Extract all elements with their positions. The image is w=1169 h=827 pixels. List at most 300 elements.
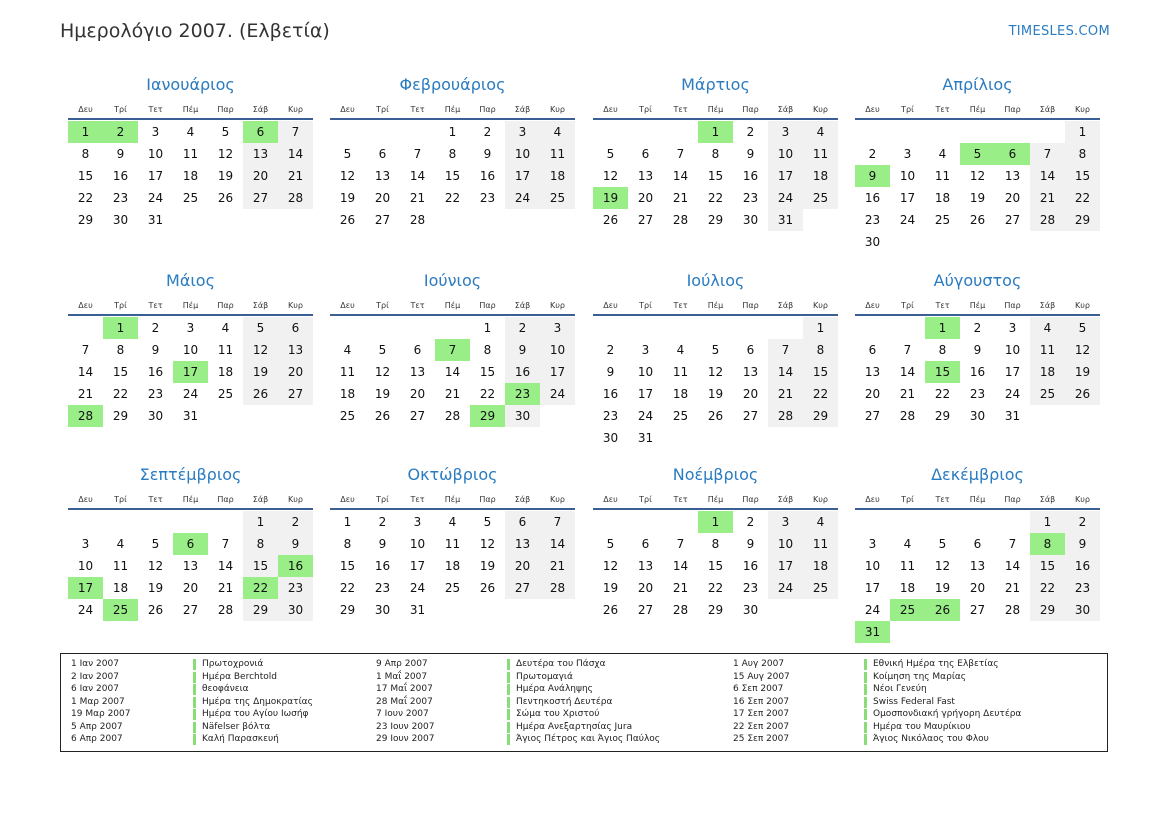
day-cell[interactable]: 14 xyxy=(409,169,426,183)
day-cell[interactable]: 15 xyxy=(112,365,129,379)
day-cell[interactable]: 9 xyxy=(1065,533,1100,555)
day-cell[interactable]: 12 xyxy=(147,559,164,573)
day-cell[interactable]: 27 xyxy=(409,409,426,423)
day-cell[interactable]: 13 xyxy=(243,143,278,165)
day-cell[interactable]: 27 xyxy=(243,187,278,209)
day-cell[interactable]: 9 xyxy=(151,343,160,357)
day-cell[interactable]: 14 xyxy=(77,365,94,379)
day-cell[interactable]: 25 xyxy=(540,187,575,209)
day-cell[interactable]: 12 xyxy=(217,147,234,161)
day-cell[interactable]: 22 xyxy=(112,387,129,401)
day-cell[interactable]: 20 xyxy=(969,581,986,595)
day-cell[interactable]: 26 xyxy=(479,581,496,595)
day-cell[interactable]: 12 xyxy=(479,537,496,551)
day-cell[interactable]: 8 xyxy=(711,537,720,551)
day-cell[interactable]: 22 xyxy=(77,191,94,205)
day-cell[interactable]: 7 xyxy=(540,511,575,533)
day-cell[interactable]: 27 xyxy=(182,603,199,617)
day-cell[interactable]: 1 xyxy=(343,515,352,529)
day-cell[interactable]: 2 xyxy=(378,515,387,529)
day-cell[interactable]: 28 xyxy=(899,409,916,423)
day-cell[interactable]: 3 xyxy=(540,317,575,339)
day-cell[interactable]: 19 xyxy=(593,187,628,209)
day-cell[interactable]: 20 xyxy=(409,387,426,401)
day-cell[interactable]: 13 xyxy=(182,559,199,573)
day-cell[interactable]: 28 xyxy=(68,405,103,427)
day-cell[interactable]: 5 xyxy=(938,537,947,551)
day-cell[interactable]: 11 xyxy=(217,343,234,357)
day-cell[interactable]: 9 xyxy=(973,343,982,357)
day-cell[interactable]: 29 xyxy=(243,599,278,621)
day-cell[interactable]: 17 xyxy=(409,559,426,573)
day-cell[interactable]: 25 xyxy=(672,409,689,423)
day-cell[interactable]: 21 xyxy=(899,387,916,401)
day-cell[interactable]: 24 xyxy=(77,603,94,617)
day-cell[interactable]: 31 xyxy=(768,209,803,231)
day-cell[interactable]: 30 xyxy=(864,235,881,249)
day-cell[interactable]: 30 xyxy=(278,599,313,621)
day-cell[interactable]: 28 xyxy=(1030,209,1065,231)
day-cell[interactable]: 17 xyxy=(864,581,881,595)
day-cell[interactable]: 11 xyxy=(182,147,199,161)
day-cell[interactable]: 1 xyxy=(925,317,960,339)
day-cell[interactable]: 14 xyxy=(278,143,313,165)
day-cell[interactable]: 19 xyxy=(1065,361,1100,383)
day-cell[interactable]: 25 xyxy=(103,599,138,621)
day-cell[interactable]: 3 xyxy=(641,343,650,357)
day-cell[interactable]: 30 xyxy=(602,431,619,445)
day-cell[interactable]: 6 xyxy=(173,533,208,555)
day-cell[interactable]: 17 xyxy=(505,165,540,187)
day-cell[interactable]: 24 xyxy=(864,603,881,617)
day-cell[interactable]: 22 xyxy=(1065,187,1100,209)
day-cell[interactable]: 25 xyxy=(1030,383,1065,405)
day-cell[interactable]: 13 xyxy=(505,533,540,555)
day-cell[interactable]: 16 xyxy=(505,361,540,383)
day-cell[interactable]: 15 xyxy=(707,559,724,573)
day-cell[interactable]: 28 xyxy=(1004,603,1021,617)
day-cell[interactable]: 1 xyxy=(103,317,138,339)
day-cell[interactable]: 23 xyxy=(479,191,496,205)
day-cell[interactable]: 9 xyxy=(746,537,755,551)
day-cell[interactable]: 6 xyxy=(641,537,650,551)
day-cell[interactable]: 20 xyxy=(243,165,278,187)
day-cell[interactable]: 11 xyxy=(540,143,575,165)
day-cell[interactable]: 8 xyxy=(938,343,947,357)
day-cell[interactable]: 14 xyxy=(672,169,689,183)
day-cell[interactable]: 20 xyxy=(637,191,654,205)
day-cell[interactable]: 24 xyxy=(637,409,654,423)
day-cell[interactable]: 19 xyxy=(147,581,164,595)
day-cell[interactable]: 18 xyxy=(217,365,234,379)
day-cell[interactable]: 17 xyxy=(637,387,654,401)
day-cell[interactable]: 5 xyxy=(606,537,615,551)
day-cell[interactable]: 26 xyxy=(339,213,356,227)
day-cell[interactable]: 6 xyxy=(868,343,877,357)
day-cell[interactable]: 29 xyxy=(470,405,505,427)
day-cell[interactable]: 4 xyxy=(803,121,838,143)
day-cell[interactable]: 27 xyxy=(864,409,881,423)
day-cell[interactable]: 18 xyxy=(934,191,951,205)
day-cell[interactable]: 4 xyxy=(448,515,457,529)
day-cell[interactable]: 13 xyxy=(278,339,313,361)
day-cell[interactable]: 16 xyxy=(969,365,986,379)
day-cell[interactable]: 15 xyxy=(1030,555,1065,577)
day-cell[interactable]: 21 xyxy=(444,387,461,401)
day-cell[interactable]: 16 xyxy=(112,169,129,183)
day-cell[interactable]: 12 xyxy=(602,559,619,573)
day-cell[interactable]: 26 xyxy=(925,599,960,621)
day-cell[interactable]: 8 xyxy=(483,343,492,357)
day-cell[interactable]: 20 xyxy=(278,361,313,383)
day-cell[interactable]: 27 xyxy=(742,409,759,423)
day-cell[interactable]: 29 xyxy=(339,603,356,617)
day-cell[interactable]: 29 xyxy=(707,603,724,617)
day-cell[interactable]: 26 xyxy=(217,191,234,205)
day-cell[interactable]: 23 xyxy=(112,191,129,205)
day-cell[interactable]: 5 xyxy=(343,147,352,161)
day-cell[interactable]: 22 xyxy=(934,387,951,401)
day-cell[interactable]: 29 xyxy=(707,213,724,227)
day-cell[interactable]: 29 xyxy=(934,409,951,423)
day-cell[interactable]: 24 xyxy=(505,187,540,209)
day-cell[interactable]: 12 xyxy=(339,169,356,183)
day-cell[interactable]: 23 xyxy=(278,577,313,599)
day-cell[interactable]: 5 xyxy=(960,143,995,165)
day-cell[interactable]: 21 xyxy=(1004,581,1021,595)
day-cell[interactable]: 21 xyxy=(77,387,94,401)
day-cell[interactable]: 19 xyxy=(374,387,391,401)
day-cell[interactable]: 13 xyxy=(409,365,426,379)
day-cell[interactable]: 5 xyxy=(378,343,387,357)
day-cell[interactable]: 1 xyxy=(803,317,838,339)
day-cell[interactable]: 19 xyxy=(934,581,951,595)
day-cell[interactable]: 18 xyxy=(803,555,838,577)
day-cell[interactable]: 31 xyxy=(182,409,199,423)
day-cell[interactable]: 10 xyxy=(768,533,803,555)
day-cell[interactable]: 22 xyxy=(339,581,356,595)
day-cell[interactable]: 24 xyxy=(182,387,199,401)
day-cell[interactable]: 7 xyxy=(676,147,685,161)
day-cell[interactable]: 15 xyxy=(339,559,356,573)
day-cell[interactable]: 8 xyxy=(116,343,125,357)
day-cell[interactable]: 17 xyxy=(1004,365,1021,379)
day-cell[interactable]: 23 xyxy=(505,383,540,405)
day-cell[interactable]: 2 xyxy=(103,121,138,143)
day-cell[interactable]: 13 xyxy=(742,365,759,379)
day-cell[interactable]: 15 xyxy=(925,361,960,383)
day-cell[interactable]: 28 xyxy=(540,577,575,599)
day-cell[interactable]: 15 xyxy=(803,361,838,383)
day-cell[interactable]: 4 xyxy=(938,147,947,161)
day-cell[interactable]: 30 xyxy=(1065,599,1100,621)
day-cell[interactable]: 28 xyxy=(444,409,461,423)
day-cell[interactable]: 4 xyxy=(540,121,575,143)
day-cell[interactable]: 1 xyxy=(1030,511,1065,533)
day-cell[interactable]: 30 xyxy=(147,409,164,423)
day-cell[interactable]: 19 xyxy=(969,191,986,205)
day-cell[interactable]: 9 xyxy=(278,533,313,555)
day-cell[interactable]: 6 xyxy=(746,343,755,357)
day-cell[interactable]: 1 xyxy=(448,125,457,139)
day-cell[interactable]: 25 xyxy=(182,191,199,205)
day-cell[interactable]: 9 xyxy=(505,339,540,361)
day-cell[interactable]: 28 xyxy=(672,213,689,227)
day-cell[interactable]: 29 xyxy=(1030,599,1065,621)
day-cell[interactable]: 24 xyxy=(899,213,916,227)
day-cell[interactable]: 16 xyxy=(278,555,313,577)
day-cell[interactable]: 19 xyxy=(217,169,234,183)
day-cell[interactable]: 21 xyxy=(278,165,313,187)
day-cell[interactable]: 18 xyxy=(540,165,575,187)
day-cell[interactable]: 31 xyxy=(855,621,890,643)
day-cell[interactable]: 24 xyxy=(768,187,803,209)
day-cell[interactable]: 16 xyxy=(742,559,759,573)
day-cell[interactable]: 9 xyxy=(116,147,125,161)
day-cell[interactable]: 4 xyxy=(116,537,125,551)
day-cell[interactable]: 2 xyxy=(746,515,755,529)
day-cell[interactable]: 2 xyxy=(973,321,982,335)
day-cell[interactable]: 15 xyxy=(77,169,94,183)
day-cell[interactable]: 8 xyxy=(448,147,457,161)
day-cell[interactable]: 24 xyxy=(1004,387,1021,401)
day-cell[interactable]: 22 xyxy=(707,581,724,595)
day-cell[interactable]: 19 xyxy=(339,191,356,205)
day-cell[interactable]: 26 xyxy=(147,603,164,617)
day-cell[interactable]: 1 xyxy=(1065,121,1100,143)
day-cell[interactable]: 3 xyxy=(768,121,803,143)
day-cell[interactable]: 8 xyxy=(1065,143,1100,165)
day-cell[interactable]: 10 xyxy=(182,343,199,357)
day-cell[interactable]: 22 xyxy=(243,577,278,599)
day-cell[interactable]: 18 xyxy=(803,165,838,187)
day-cell[interactable]: 24 xyxy=(409,581,426,595)
day-cell[interactable]: 27 xyxy=(637,603,654,617)
day-cell[interactable]: 24 xyxy=(768,577,803,599)
day-cell[interactable]: 25 xyxy=(444,581,461,595)
day-cell[interactable]: 23 xyxy=(147,387,164,401)
day-cell[interactable]: 10 xyxy=(409,537,426,551)
day-cell[interactable]: 19 xyxy=(243,361,278,383)
day-cell[interactable]: 1 xyxy=(698,121,733,143)
day-cell[interactable]: 2 xyxy=(606,343,615,357)
day-cell[interactable]: 14 xyxy=(1030,165,1065,187)
day-cell[interactable]: 20 xyxy=(374,191,391,205)
day-cell[interactable]: 13 xyxy=(374,169,391,183)
day-cell[interactable]: 15 xyxy=(479,365,496,379)
day-cell[interactable]: 16 xyxy=(602,387,619,401)
day-cell[interactable]: 3 xyxy=(505,121,540,143)
day-cell[interactable]: 4 xyxy=(903,537,912,551)
day-cell[interactable]: 19 xyxy=(602,581,619,595)
day-cell[interactable]: 31 xyxy=(147,213,164,227)
day-cell[interactable]: 4 xyxy=(186,125,195,139)
day-cell[interactable]: 28 xyxy=(409,213,426,227)
day-cell[interactable]: 6 xyxy=(505,511,540,533)
day-cell[interactable]: 17 xyxy=(68,577,103,599)
day-cell[interactable]: 22 xyxy=(1030,577,1065,599)
day-cell[interactable]: 11 xyxy=(1030,339,1065,361)
day-cell[interactable]: 12 xyxy=(934,559,951,573)
day-cell[interactable]: 3 xyxy=(186,321,195,335)
day-cell[interactable]: 23 xyxy=(1065,577,1100,599)
day-cell[interactable]: 29 xyxy=(77,213,94,227)
day-cell[interactable]: 25 xyxy=(934,213,951,227)
day-cell[interactable]: 23 xyxy=(374,581,391,595)
day-cell[interactable]: 3 xyxy=(81,537,90,551)
day-cell[interactable]: 22 xyxy=(707,191,724,205)
day-cell[interactable]: 6 xyxy=(243,121,278,143)
day-cell[interactable]: 5 xyxy=(1065,317,1100,339)
day-cell[interactable]: 25 xyxy=(803,577,838,599)
day-cell[interactable]: 24 xyxy=(540,383,575,405)
day-cell[interactable]: 4 xyxy=(803,511,838,533)
day-cell[interactable]: 20 xyxy=(505,555,540,577)
day-cell[interactable]: 6 xyxy=(995,143,1030,165)
day-cell[interactable]: 17 xyxy=(173,361,208,383)
day-cell[interactable]: 14 xyxy=(899,365,916,379)
day-cell[interactable]: 12 xyxy=(707,365,724,379)
day-cell[interactable]: 26 xyxy=(707,409,724,423)
day-cell[interactable]: 5 xyxy=(151,537,160,551)
day-cell[interactable]: 6 xyxy=(278,317,313,339)
day-cell[interactable]: 6 xyxy=(378,147,387,161)
day-cell[interactable]: 25 xyxy=(803,187,838,209)
day-cell[interactable]: 16 xyxy=(374,559,391,573)
day-cell[interactable]: 10 xyxy=(899,169,916,183)
day-cell[interactable]: 21 xyxy=(217,581,234,595)
day-cell[interactable]: 11 xyxy=(339,365,356,379)
day-cell[interactable]: 20 xyxy=(182,581,199,595)
day-cell[interactable]: 7 xyxy=(278,121,313,143)
day-cell[interactable]: 25 xyxy=(217,387,234,401)
day-cell[interactable]: 18 xyxy=(182,169,199,183)
day-cell[interactable]: 3 xyxy=(413,515,422,529)
day-cell[interactable]: 26 xyxy=(1065,383,1100,405)
day-cell[interactable]: 16 xyxy=(1065,555,1100,577)
day-cell[interactable]: 21 xyxy=(540,555,575,577)
day-cell[interactable]: 22 xyxy=(444,191,461,205)
day-cell[interactable]: 28 xyxy=(672,603,689,617)
day-cell[interactable]: 11 xyxy=(112,559,129,573)
day-cell[interactable]: 26 xyxy=(243,383,278,405)
day-cell[interactable]: 15 xyxy=(243,555,278,577)
day-cell[interactable]: 7 xyxy=(1008,537,1017,551)
day-cell[interactable]: 27 xyxy=(374,213,391,227)
day-cell[interactable]: 18 xyxy=(1030,361,1065,383)
day-cell[interactable]: 4 xyxy=(1030,317,1065,339)
day-cell[interactable]: 18 xyxy=(112,581,129,595)
day-cell[interactable]: 9 xyxy=(855,165,890,187)
day-cell[interactable]: 9 xyxy=(378,537,387,551)
day-cell[interactable]: 2 xyxy=(1065,511,1100,533)
day-cell[interactable]: 29 xyxy=(1065,209,1100,231)
day-cell[interactable]: 3 xyxy=(903,147,912,161)
day-cell[interactable]: 2 xyxy=(505,317,540,339)
day-cell[interactable]: 21 xyxy=(409,191,426,205)
day-cell[interactable]: 15 xyxy=(1065,165,1100,187)
day-cell[interactable]: 16 xyxy=(147,365,164,379)
day-cell[interactable]: 7 xyxy=(435,339,470,361)
day-cell[interactable]: 21 xyxy=(672,191,689,205)
day-cell[interactable]: 27 xyxy=(1004,213,1021,227)
day-cell[interactable]: 5 xyxy=(711,343,720,357)
day-cell[interactable]: 30 xyxy=(374,603,391,617)
day-cell[interactable]: 9 xyxy=(483,147,492,161)
day-cell[interactable]: 26 xyxy=(602,603,619,617)
day-cell[interactable]: 10 xyxy=(864,559,881,573)
day-cell[interactable]: 20 xyxy=(1004,191,1021,205)
day-cell[interactable]: 13 xyxy=(1004,169,1021,183)
day-cell[interactable]: 30 xyxy=(742,603,759,617)
day-cell[interactable]: 14 xyxy=(768,361,803,383)
day-cell[interactable]: 9 xyxy=(606,365,615,379)
day-cell[interactable]: 2 xyxy=(278,511,313,533)
day-cell[interactable]: 3 xyxy=(868,537,877,551)
day-cell[interactable]: 14 xyxy=(672,559,689,573)
day-cell[interactable]: 12 xyxy=(1065,339,1100,361)
day-cell[interactable]: 13 xyxy=(864,365,881,379)
day-cell[interactable]: 10 xyxy=(1004,343,1021,357)
day-cell[interactable]: 26 xyxy=(602,213,619,227)
day-cell[interactable]: 1 xyxy=(483,321,492,335)
day-cell[interactable]: 28 xyxy=(768,405,803,427)
day-cell[interactable]: 11 xyxy=(899,559,916,573)
day-cell[interactable]: 7 xyxy=(221,537,230,551)
day-cell[interactable]: 13 xyxy=(969,559,986,573)
day-cell[interactable]: 14 xyxy=(217,559,234,573)
day-cell[interactable]: 6 xyxy=(641,147,650,161)
day-cell[interactable]: 19 xyxy=(479,559,496,573)
day-cell[interactable]: 2 xyxy=(746,125,755,139)
day-cell[interactable]: 10 xyxy=(77,559,94,573)
day-cell[interactable]: 4 xyxy=(343,343,352,357)
day-cell[interactable]: 23 xyxy=(742,581,759,595)
day-cell[interactable]: 29 xyxy=(112,409,129,423)
day-cell[interactable]: 17 xyxy=(768,555,803,577)
day-cell[interactable]: 7 xyxy=(676,537,685,551)
day-cell[interactable]: 15 xyxy=(444,169,461,183)
day-cell[interactable]: 16 xyxy=(742,169,759,183)
day-cell[interactable]: 3 xyxy=(1008,321,1017,335)
day-cell[interactable]: 18 xyxy=(899,581,916,595)
day-cell[interactable]: 21 xyxy=(1030,187,1065,209)
day-cell[interactable]: 3 xyxy=(151,125,160,139)
day-cell[interactable]: 13 xyxy=(637,559,654,573)
day-cell[interactable]: 17 xyxy=(899,191,916,205)
day-cell[interactable]: 31 xyxy=(637,431,654,445)
day-cell[interactable]: 2 xyxy=(151,321,160,335)
day-cell[interactable]: 10 xyxy=(540,339,575,361)
day-cell[interactable]: 2 xyxy=(483,125,492,139)
day-cell[interactable]: 11 xyxy=(934,169,951,183)
day-cell[interactable]: 4 xyxy=(676,343,685,357)
day-cell[interactable]: 23 xyxy=(602,409,619,423)
day-cell[interactable]: 13 xyxy=(637,169,654,183)
day-cell[interactable]: 18 xyxy=(339,387,356,401)
day-cell[interactable]: 3 xyxy=(768,511,803,533)
day-cell[interactable]: 17 xyxy=(768,165,803,187)
day-cell[interactable]: 21 xyxy=(672,581,689,595)
day-cell[interactable]: 1 xyxy=(698,511,733,533)
day-cell[interactable]: 27 xyxy=(637,213,654,227)
day-cell[interactable]: 10 xyxy=(768,143,803,165)
day-cell[interactable]: 12 xyxy=(243,339,278,361)
day-cell[interactable]: 23 xyxy=(969,387,986,401)
day-cell[interactable]: 14 xyxy=(444,365,461,379)
day-cell[interactable]: 1 xyxy=(68,121,103,143)
day-cell[interactable]: 10 xyxy=(505,143,540,165)
